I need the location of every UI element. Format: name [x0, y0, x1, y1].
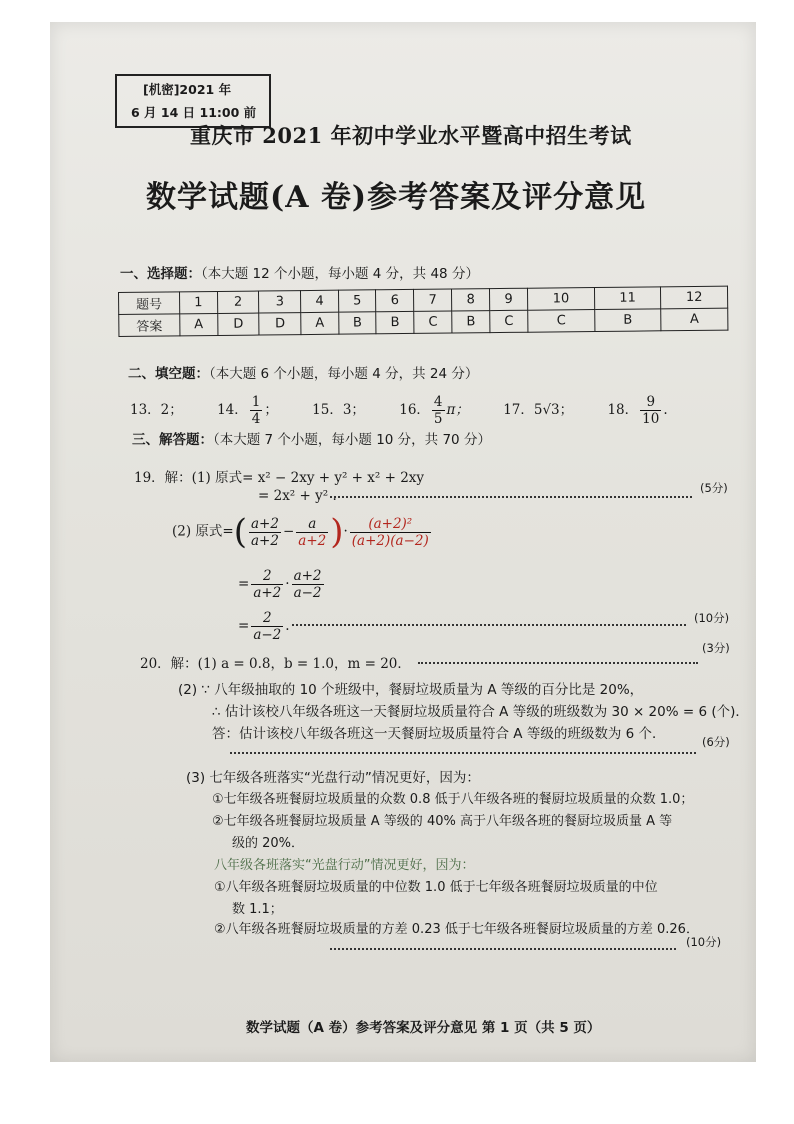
table-cell: B: [338, 312, 376, 334]
numerator: 2: [251, 610, 283, 627]
fraction: [296, 516, 328, 549]
table-cell: B: [376, 311, 414, 333]
q19-part2-line2: = $\frac{2}{a+2}$ · $\frac{a+2}{a-2}$: [238, 568, 322, 601]
table-cell: 8: [452, 289, 490, 311]
answer-16-label: 16．: [399, 402, 430, 418]
section-2-note: （本大题 6 个小题，每小题 4 分，共 24 分）: [209, 366, 479, 382]
table-cell: B: [594, 309, 661, 332]
denominator: a−2: [253, 627, 282, 643]
exam-title: 重庆市 2021 年初中学业水平暨高中招生考试: [190, 123, 632, 148]
numerator: 1: [251, 394, 261, 410]
denominator: 10: [642, 411, 660, 427]
table-cell: 7: [414, 289, 452, 311]
fraction: [251, 568, 283, 601]
numerator: (a+2)²: [350, 516, 431, 533]
score-note: (3分): [702, 641, 730, 655]
table-cell: C: [528, 310, 595, 333]
answer-16-fraction: [432, 394, 445, 427]
leader-dots: [418, 662, 698, 664]
denominator: 4: [251, 411, 261, 427]
score-note: (10分): [686, 935, 722, 949]
confidential-line-2: 6 月 14 日 11:00 前: [131, 105, 257, 120]
table-header-answer: 答案: [119, 314, 180, 337]
denominator: a−2: [293, 585, 322, 601]
equals-sign: =: [238, 618, 250, 634]
equals-sign: =: [238, 576, 250, 592]
answer-18-fraction: [640, 394, 661, 427]
period: .: [285, 618, 290, 634]
leader-dots: [330, 496, 692, 498]
numerator: 4: [433, 394, 443, 410]
denominator: (a+2)(a−2): [351, 532, 429, 549]
answer-14-fraction: [250, 394, 263, 427]
section-2-heading: [128, 362, 478, 382]
section-2-label: 二、填空题：: [128, 366, 209, 382]
section-1-label: 一、选择题：: [120, 266, 201, 282]
score-note: (6分): [702, 735, 730, 749]
table-cell: 11: [594, 287, 661, 310]
q19-part2-line3: [238, 610, 290, 643]
fraction: [251, 610, 283, 643]
q20-part2-answer: 答：估计该校八年级各班这一天餐厨垃圾质量符合 A 等级的班级数为 6 个．: [212, 726, 666, 742]
table-cell: 3: [259, 291, 301, 313]
document-title: 数学试题(A 卷)参考答案及评分意见: [146, 180, 647, 215]
score-note: (10分): [694, 611, 730, 625]
q20-part3-alt-reason-1-cont: 数 1.1；: [232, 902, 283, 917]
answer-14-suffix: ；: [264, 402, 278, 418]
table-cell: 9: [489, 288, 527, 310]
q19-part2-line1: [172, 512, 433, 552]
q19-part2-label: (2) 原式=: [172, 523, 234, 540]
section-1-note: （本大题 12 个小题，每小题 4 分，共 48 分）: [201, 266, 479, 282]
table-cell: D: [217, 313, 259, 335]
section-3-label: 三、解答题：: [132, 432, 213, 448]
q20-part1: 20．解：(1) a = 0.8，b = 1.0，m = 20．: [140, 656, 411, 672]
q20-part3-reason-2-cont: 级的 20%．: [232, 836, 305, 851]
answer-17: 17．5√3；: [503, 402, 574, 418]
table-cell: A: [180, 313, 218, 335]
fraction: [350, 516, 431, 549]
fraction: [292, 568, 324, 601]
q20-part3-alt-intro: 八年级各班落实“光盘行动”情况更好，因为：: [214, 858, 475, 873]
section-1-heading: [120, 262, 479, 282]
table-cell: 6: [376, 289, 414, 311]
numerator: a: [296, 516, 328, 533]
table-cell: 4: [301, 290, 339, 312]
fill-answers: [130, 394, 710, 427]
answer-16-suffix: π；: [446, 402, 469, 418]
q20-part2-line1: (2) ∵ 八年级抽取的 10 个班级中，餐厨垃圾质量为 A 等级的百分比是 20%，: [178, 682, 644, 698]
section-3-note: （本大题 7 个小题，每小题 10 分，共 70 分）: [213, 432, 491, 448]
denominator: a+2: [253, 585, 282, 601]
table-cell: B: [452, 311, 490, 333]
table-cell: 2: [217, 291, 259, 313]
q19-part1-line1: 19．解：(1) 原式= x² − 2xy + y² + x² + 2xy: [134, 470, 425, 486]
fraction: [249, 516, 281, 549]
answer-18-label: 18．: [607, 402, 639, 418]
numerator: a+2: [251, 515, 279, 532]
q20-part3-alt-reason-1: ①八年级各班餐厨垃圾质量的中位数 1.0 低于七年级各班餐厨垃圾质量的中位: [214, 880, 658, 895]
q20-part3-intro: (3) 七年级各班落实“光盘行动”情况更好，因为：: [186, 770, 480, 786]
q19-part1-line2: = 2x² + y² .: [258, 488, 337, 504]
denominator: a+2: [298, 532, 327, 549]
denominator: 5: [433, 411, 443, 427]
denominator: a+2: [251, 532, 279, 549]
q20-part3-alt-reason-2: ②八年级各班餐厨垃圾质量的方差 0.23 低于七年级各班餐厨垃圾质量的方差 0.26．: [214, 922, 699, 937]
table-cell: A: [661, 308, 728, 331]
table-cell: C: [414, 311, 452, 333]
table-cell: A: [301, 312, 339, 334]
dot-sign: ·: [343, 523, 348, 540]
answer-15: 15．3；: [312, 402, 365, 418]
table-cell: 12: [661, 286, 728, 309]
table-cell: C: [490, 310, 528, 332]
right-paren: ): [330, 512, 344, 552]
numerator: 9: [640, 394, 661, 411]
answer-14-label: 14．: [217, 402, 248, 418]
numerator: 2: [251, 568, 283, 585]
numerator: a+2: [293, 568, 322, 584]
q20-part2-line2: ∴ 估计该校八年级各班这一天餐厨垃圾质量符合 A 等级的班级数为 30 × 20% = 6 (个)．: [212, 704, 749, 720]
page-footer: 数学试题（A 卷）参考答案及评分意见 第 1 页（共 5 页）: [246, 1020, 601, 1036]
section-3-heading: [132, 428, 491, 448]
answer-18-suffix: .: [663, 402, 668, 418]
confidential-line-1: [机密]2021 年: [143, 82, 232, 97]
table-cell: 10: [528, 288, 595, 311]
q20-part3-reason-1: ①七年级各班餐厨垃圾质量的众数 0.8 低于八年级各班的餐厨垃圾质量的众数 1.0；: [212, 792, 694, 807]
leader-dots: [292, 624, 686, 626]
table-cell: 5: [338, 290, 376, 312]
table-cell: D: [259, 313, 301, 335]
minus-sign: −: [282, 523, 295, 540]
left-paren: (: [233, 512, 247, 552]
q20-part3-reason-2: ②七年级各班餐厨垃圾质量 A 等级的 40% 高于八年级各班的餐厨垃圾质量 A 等: [212, 814, 673, 829]
leader-dots: [330, 948, 676, 950]
answer-table: [118, 286, 728, 337]
table-header-question: 题号: [119, 292, 180, 315]
table-cell: 1: [180, 291, 218, 313]
score-note: (5分): [700, 481, 728, 495]
answer-13: 13．2；: [130, 402, 183, 418]
leader-dots: [230, 752, 696, 754]
